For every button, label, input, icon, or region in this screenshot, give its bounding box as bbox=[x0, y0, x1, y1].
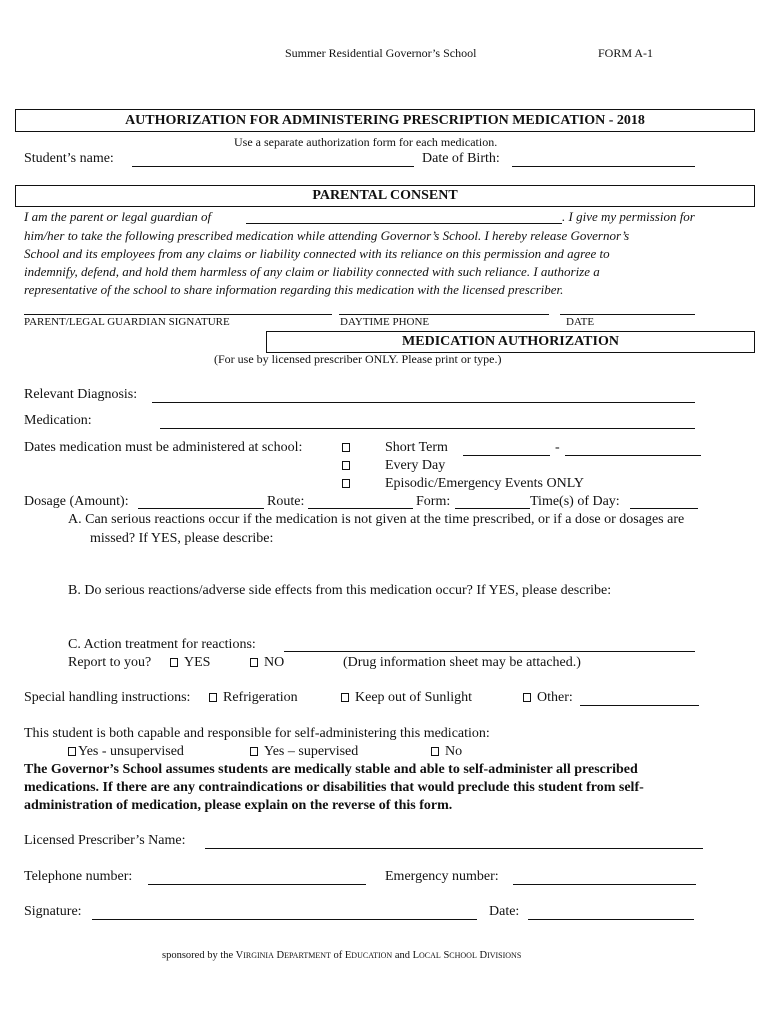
consent-date-field[interactable] bbox=[560, 314, 695, 315]
consent-line4: indemnify, defend, and hold them harmless of any claim or liability connected with such reliance. I authorize a bbox=[24, 264, 600, 279]
other-field[interactable] bbox=[580, 705, 699, 706]
route-field[interactable] bbox=[308, 508, 413, 509]
consent-line1-prefix: I am the parent or legal guardian of bbox=[24, 209, 212, 224]
short-term-dash: - bbox=[555, 440, 560, 455]
emergency-label: Emergency number: bbox=[385, 869, 499, 884]
report-yes-label: YES bbox=[184, 655, 211, 670]
other-label: Other: bbox=[537, 690, 573, 705]
notice-line1: The Governor’s School assumes students are medically stable and able to self-administer all prescribed bbox=[24, 762, 638, 777]
daytime-phone-field[interactable] bbox=[339, 314, 549, 315]
report-no-label: NO bbox=[264, 655, 285, 670]
form-title: AUTHORIZATION FOR ADMINISTERING PRESCRIPTION MEDICATION - 2018 bbox=[15, 109, 755, 132]
daytime-phone-label: DAYTIME PHONE bbox=[340, 316, 430, 328]
checkbox-icon[interactable] bbox=[523, 693, 531, 702]
times-field[interactable] bbox=[630, 508, 698, 509]
signature-date-label: Date: bbox=[489, 904, 520, 919]
episodic-label: Episodic/Emergency Events ONLY bbox=[385, 476, 584, 491]
consent-date-label: DATE bbox=[566, 316, 595, 328]
short-term-option[interactable] bbox=[342, 440, 356, 456]
form-id: FORM A-1 bbox=[598, 46, 654, 60]
emergency-field[interactable] bbox=[513, 884, 696, 885]
checkbox-icon[interactable] bbox=[68, 747, 76, 756]
times-label: Time(s) of Day: bbox=[530, 494, 620, 509]
signature-label: Signature: bbox=[24, 904, 82, 919]
short-term-end-field[interactable] bbox=[565, 455, 701, 456]
self-admin-question: This student is both capable and responsible for self-administering this medication: bbox=[24, 726, 490, 741]
telephone-label: Telephone number: bbox=[24, 869, 133, 884]
self-yes-supervised-option[interactable] bbox=[250, 744, 358, 760]
prescriber-signature-field[interactable] bbox=[92, 919, 477, 920]
episodic-option[interactable] bbox=[342, 476, 356, 492]
self-yes-unsupervised-label: Yes - unsupervised bbox=[78, 744, 184, 759]
short-term-start-field[interactable] bbox=[463, 455, 550, 456]
checkbox-icon[interactable] bbox=[342, 479, 350, 488]
checkbox-icon[interactable] bbox=[431, 747, 439, 756]
short-term-label: Short Term bbox=[385, 440, 448, 455]
student-name-label: Student’s name: bbox=[24, 151, 114, 166]
medication-field[interactable] bbox=[160, 428, 695, 429]
footer-sponsor: sponsored by the VIRGINIA DEPARTMENT of EDUCATION and LOCAL SCHOOL DIVISIONS bbox=[162, 950, 522, 961]
route-label: Route: bbox=[267, 494, 305, 509]
checkbox-icon[interactable] bbox=[170, 658, 178, 667]
parental-consent-heading: PARENTAL CONSENT bbox=[15, 185, 755, 207]
consent-line1-suffix: . I give my permission for bbox=[562, 209, 695, 224]
dosage-field[interactable] bbox=[138, 508, 264, 509]
checkbox-icon[interactable] bbox=[341, 693, 349, 702]
medication-authorization-heading: MEDICATION AUTHORIZATION bbox=[266, 331, 755, 353]
checkbox-icon[interactable] bbox=[250, 658, 258, 667]
report-label: Report to you? bbox=[68, 655, 152, 670]
self-no-option[interactable] bbox=[431, 744, 462, 760]
medication-label: Medication: bbox=[24, 413, 92, 428]
question-c: C. Action treatment for reactions: bbox=[68, 637, 256, 652]
self-no-label: No bbox=[445, 744, 463, 759]
checkbox-icon[interactable] bbox=[209, 693, 217, 702]
dosage-label: Dosage (Amount): bbox=[24, 494, 129, 509]
checkbox-icon[interactable] bbox=[342, 443, 350, 452]
other-option[interactable] bbox=[523, 690, 573, 706]
action-treatment-field[interactable] bbox=[284, 651, 695, 652]
diagnosis-label: Relevant Diagnosis: bbox=[24, 387, 138, 402]
consent-line2: him/her to take the following prescribed medication while attending Governor’s School. I hereby release Governor’s bbox=[24, 228, 630, 243]
checkbox-icon[interactable] bbox=[342, 461, 350, 470]
report-no-option[interactable] bbox=[250, 655, 284, 671]
sunlight-option[interactable] bbox=[341, 690, 472, 706]
every-day-option[interactable] bbox=[342, 458, 356, 474]
consent-line5: representative of the school to share information regarding this medication with the licensed prescriber. bbox=[24, 282, 564, 297]
signature-date-field[interactable] bbox=[528, 919, 694, 920]
dob-label: Date of Birth: bbox=[422, 151, 500, 166]
checkbox-icon[interactable] bbox=[250, 747, 258, 756]
notice-line2: medications. If there are any contraindications or disabilities that would preclude this student from self- bbox=[24, 780, 644, 795]
question-a-line2: missed? If YES, please describe: bbox=[90, 531, 274, 546]
dates-label: Dates medication must be administered at school: bbox=[24, 440, 303, 455]
child-name-field[interactable] bbox=[246, 223, 562, 224]
school-name-header: Summer Residential Governor’s School bbox=[285, 46, 477, 60]
consent-line3: School and its employees from any claims or liability connected with its reliance on this permission and agree to bbox=[24, 246, 610, 261]
prescriber-name-field[interactable] bbox=[205, 848, 703, 849]
self-yes-supervised-label: Yes – supervised bbox=[264, 744, 359, 759]
question-b: B. Do serious reactions/adverse side effects from this medication occur? If YES, please describe: bbox=[68, 583, 612, 598]
form-field[interactable] bbox=[455, 508, 530, 509]
dob-field[interactable] bbox=[512, 166, 695, 167]
prescriber-only-note: (For use by licensed prescriber ONLY. Please print or type.) bbox=[214, 352, 502, 366]
sunlight-label: Keep out of Sunlight bbox=[355, 690, 473, 705]
guardian-signature-field[interactable] bbox=[24, 314, 332, 315]
special-handling-label: Special handling instructions: bbox=[24, 690, 191, 705]
report-yes-option[interactable] bbox=[170, 655, 210, 671]
telephone-field[interactable] bbox=[148, 884, 366, 885]
notice-line3: administration of medication, please explain on the reverse of this form. bbox=[24, 798, 453, 813]
drug-sheet-note: (Drug information sheet may be attached.) bbox=[343, 655, 581, 670]
guardian-signature-label: PARENT/LEGAL GUARDIAN SIGNATURE bbox=[24, 316, 230, 328]
every-day-label: Every Day bbox=[385, 458, 446, 473]
student-name-field[interactable] bbox=[132, 166, 414, 167]
form-label: Form: bbox=[416, 494, 451, 509]
diagnosis-field[interactable] bbox=[152, 402, 695, 403]
refrigeration-label: Refrigeration bbox=[223, 690, 298, 705]
question-a-line1: A. Can serious reactions occur if the medication is not given at the time prescribed, or if a dose or dosages are bbox=[68, 512, 685, 527]
refrigeration-option[interactable] bbox=[209, 690, 298, 706]
prescriber-name-label: Licensed Prescriber’s Name: bbox=[24, 833, 186, 848]
form-subtitle: Use a separate authorization form for each medication. bbox=[234, 135, 498, 149]
self-yes-unsupervised-option[interactable] bbox=[68, 744, 184, 760]
